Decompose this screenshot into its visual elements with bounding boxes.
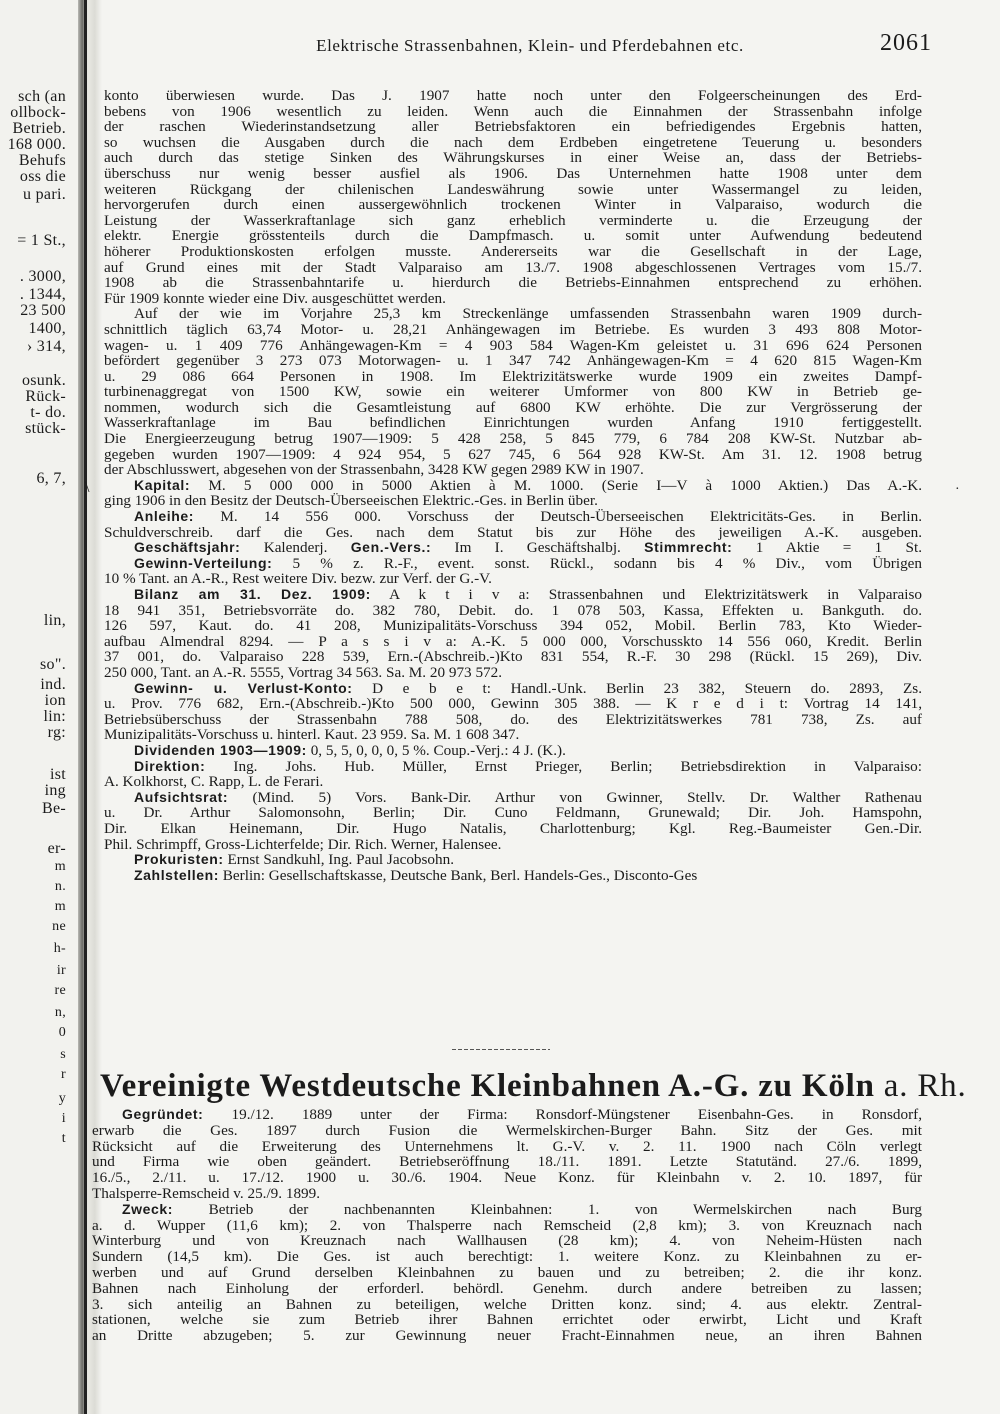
entry-text: aufbau Almendral 8294. — P a s s i v a: A.-K. 5 000 000, Vorschusskto 14 556 060, Kredit. Berlin bbox=[104, 633, 922, 650]
entry-label: Geschäftsjahr: bbox=[134, 540, 241, 556]
facing-page-line: er- bbox=[47, 840, 66, 857]
entry-text: Dir. Elkan Heinemann, Dir. Hugo Natalis, Charlottenburg; Kgl. Reg.-Baumeister Gen.-Dir. bbox=[104, 820, 922, 837]
entry-text: werben und auf Grund derselben Kleinbahnen zu bauen und zu betreiben; 2. die ihr konz. bbox=[92, 1264, 922, 1281]
facing-page-line: 1400, bbox=[28, 320, 66, 337]
text-line bbox=[104, 618, 922, 634]
entry-text: 250 000, Tant. an A.-R. 5555, Vortrag 34 563. Sa. M. 20 973 572. bbox=[104, 664, 503, 681]
text-line bbox=[104, 322, 922, 338]
entry-text: ging 1906 in den Besitz der Deutsch-Überseeischen Elektric.-Ges. in Berlin über. bbox=[104, 493, 598, 510]
text-line bbox=[104, 400, 922, 416]
margin-dot: · bbox=[955, 482, 960, 497]
entry-label: Direktion: bbox=[134, 758, 206, 774]
entry-text: 5 % z. R.-F., event. sonst. Rückl., sodann bis 4 % Div., vom Übrigen bbox=[272, 555, 922, 572]
facing-page-line: i bbox=[61, 1111, 66, 1126]
entry-text: Ernst Sandkuhl, Ing. Paul Jacobsohn. bbox=[223, 852, 454, 868]
entry-text: überschuss nur wenig besser ausfiel als 1906. Das Unternehmen hatte 1908 unter dem bbox=[104, 165, 922, 182]
entry-text: Auf der wie im Vorjahre 25,3 km Streckenlänge umfassenden Strassenbahn waren 1909 durch- bbox=[134, 306, 922, 322]
entry-text: der raschen Wiederinstandsetzung aller Betriebsfaktoren ein befriedigendes Ergebnis hatten, bbox=[104, 119, 922, 135]
entry-heading-line bbox=[104, 587, 922, 603]
entry-heading-line bbox=[104, 868, 922, 884]
facing-page-line: 0 bbox=[58, 1025, 66, 1040]
text-line bbox=[92, 1328, 922, 1344]
entry-text: Wasserkraftanlage im Bau befindlichen Einrichtungen wurden Anfang 1910 fertiggestellt. bbox=[104, 415, 922, 432]
entry-text: auf Grund eines mit der Stadt Valparaiso am 13./7. 1908 abgeschlossenen Vertrages vom 15./7. bbox=[104, 259, 922, 276]
entry-heading-line bbox=[104, 759, 922, 775]
running-head bbox=[100, 30, 932, 60]
company-name-suffix: a. Rh. bbox=[874, 1068, 967, 1104]
facing-page-line: ist bbox=[49, 766, 66, 783]
text-line bbox=[92, 1297, 922, 1313]
facing-page-line: = 1 St., bbox=[17, 232, 66, 249]
text-line bbox=[104, 150, 922, 166]
facing-page-line: re bbox=[54, 983, 66, 998]
entry-text: Winterburg und von Kreuznach nach Wallhausen (28 km); 4. von Neheim-Hüsten nach bbox=[92, 1233, 922, 1250]
text-line bbox=[104, 213, 922, 229]
text-line bbox=[104, 197, 922, 213]
text-line bbox=[104, 119, 922, 135]
entry-text: 1 Aktie = 1 St. bbox=[732, 540, 922, 556]
entry-text: Phil. Schrimpff, Gross-Lichterfelde; Dir. Rich. Werner, Halensee. bbox=[104, 836, 502, 853]
entry-heading-line bbox=[104, 852, 922, 868]
facing-page-line: ind. bbox=[40, 676, 66, 693]
entry-text: A. Kolkhorst, C. Rapp, L. de Ferari. bbox=[104, 774, 324, 790]
entry-text: der Abschlusswert, abgesehen von der Strassenbahn, 3428 KW gegen 2989 KW in 1907. bbox=[104, 462, 644, 478]
facing-page-line: r bbox=[61, 1067, 66, 1082]
entry-text: Ing. Johs. Hub. Müller, Ernst Prieger, Berlin; Betriebsdirektion in Valparaiso: bbox=[205, 758, 922, 775]
entry-heading-line bbox=[104, 743, 922, 759]
text-line bbox=[104, 275, 922, 291]
entry-label: Stimmrecht: bbox=[644, 540, 733, 556]
entry-label: Zahlstellen: bbox=[134, 867, 219, 883]
text-line bbox=[104, 104, 922, 120]
facing-page-line: . 3000, bbox=[19, 268, 66, 285]
entry-text: Munizipalitäts-Vorschuss u. hinterl. Kaut. 23 959. Sa. M. 1 608 347. bbox=[104, 727, 520, 743]
facing-page-line: › 314, bbox=[26, 338, 66, 355]
facing-page-line: ing bbox=[44, 782, 66, 799]
facing-page-line: ollbock- bbox=[10, 104, 66, 121]
text-line bbox=[92, 1170, 922, 1186]
facing-page-line: so". bbox=[40, 656, 66, 673]
text-line bbox=[104, 649, 922, 665]
entry-text: D e b e t: Handl.-Unk. Berlin 23 382, Steuern do. 2893, Zs. bbox=[352, 680, 922, 697]
entry-text: Berlin: Gesellschaftskasse, Deutsche Bank, Berl. Handels-Ges., Disconto-Ges bbox=[219, 867, 698, 884]
gutter-line bbox=[84, 0, 90, 1414]
entry-heading-line bbox=[104, 540, 922, 556]
entry-text: weiteren Rückgang der chilenischen Landeswährung sowie unter Wassermangel zu leiden, bbox=[104, 181, 922, 198]
facing-page-line: Betrieb. bbox=[12, 120, 66, 137]
text-line bbox=[104, 384, 922, 400]
section-divider bbox=[452, 1049, 550, 1050]
facing-page-fragment bbox=[0, 0, 78, 1414]
entry-label: Bilanz am 31. Dez. 1909: bbox=[134, 587, 371, 602]
text-line bbox=[104, 244, 922, 260]
text-line bbox=[104, 696, 922, 712]
entry-text: befördert gegenüber 3 273 073 Motorwagen- u. 1 347 742 Anhängewagen-Km = 4 620 815 Wagen-Km bbox=[104, 353, 922, 369]
text-line bbox=[104, 353, 922, 369]
entry-text: Für 1909 konnte wieder eine Div. ausgeschüttet werden. bbox=[104, 290, 446, 307]
entry-label: Kapital: bbox=[134, 477, 191, 493]
text-line bbox=[92, 1249, 922, 1265]
entry-text: Bahnen nach Einholung der erforderl. behördl. Genehm. durch andere betreiben zu lassen; bbox=[92, 1280, 922, 1297]
facing-page-line: oss die bbox=[19, 168, 66, 185]
facing-page-line: u pari. bbox=[23, 186, 66, 203]
margin-tick: \ bbox=[85, 479, 90, 496]
entry-text: höherer Produktionskosten erfolgen musste. Andererseits war die Gesellschaft in der Lage, bbox=[104, 243, 922, 260]
facing-page-line: stück- bbox=[25, 420, 66, 437]
facing-page-line: m bbox=[54, 899, 66, 914]
text-line bbox=[104, 166, 922, 182]
text-line bbox=[104, 712, 922, 728]
entry-text: a. d. Wupper (11,6 km); 2. von Thalsperre nach Remscheid (2,8 km); 3. von Kreuznach nach bbox=[92, 1217, 922, 1234]
entry-text: 126 597, Kaut. do. 41 208, Munizipalitäts-Vorschuss 394 052, Mobil. Berlin 783, Kto Wieder- bbox=[104, 618, 922, 634]
entry-text: 1908 ab die Strassenbahntarife u. hierdurch die Betriebs-Einnahmen entsprechend zu erhöhen. bbox=[104, 275, 922, 291]
text-line bbox=[104, 260, 922, 276]
entry-text: hervorgerufen durch einen aussergewöhnlich trockenen Winter in Valparaiso, wodurch die bbox=[104, 197, 922, 213]
entry-label: Gewinn- u. Verlust-Konto: bbox=[134, 680, 353, 696]
text-line bbox=[92, 1265, 922, 1281]
entry-text: schnittlich täglich 63,74 Motor- u. 28,21 Anhängewagen im Betriebe. Es wurden 3 493 808 Motor- bbox=[104, 321, 922, 338]
facing-page-line: y bbox=[58, 1091, 66, 1106]
facing-page-line: 6, 7, bbox=[36, 470, 66, 487]
facing-page-line: n, bbox=[54, 1005, 66, 1020]
text-line bbox=[104, 369, 922, 385]
text-line bbox=[92, 1218, 922, 1234]
entry-heading-line bbox=[104, 556, 922, 572]
entry-label: Gewinn-Verteilung: bbox=[134, 555, 273, 571]
entry-text: Die Energieerzeugung betrug 1907—1909: 5 428 258, 5 845 779, 6 784 208 KW-St. Nutzbar ab- bbox=[104, 431, 922, 447]
text-line bbox=[92, 1312, 922, 1328]
text-line bbox=[104, 306, 922, 322]
entry-text: A k t i v a: Strassenbahnen und Elektrizitätswerk in Valparaiso bbox=[370, 587, 922, 603]
entry-heading-line bbox=[92, 1107, 922, 1123]
entry-text: u. 29 086 664 Personen in 1908. Im Elektrizitätswerke wurde 1909 ein zweites Dampf- bbox=[104, 368, 922, 385]
text-line bbox=[104, 727, 922, 743]
entry-text: auch durch das stetige Sinken des Währungskurses in einer Weise an, dass der Betriebs- bbox=[104, 150, 922, 166]
entry-heading-line bbox=[92, 1202, 922, 1218]
entry-label: Gen.-Vers.: bbox=[350, 540, 432, 556]
entry-text: elektr. Energie grösstenteils durch die Dampfmasch. u. somit unter Aufwendung bedeutend bbox=[104, 228, 922, 244]
company-name: Vereinigte Westdeutsche Kleinbahnen A.-G. zu Köln bbox=[100, 1068, 875, 1104]
text-line bbox=[104, 447, 922, 463]
text-line bbox=[104, 291, 922, 307]
entry-text: (Mind. 5) Vors. Bank-Dir. Arthur von Gwinner, Stellv. Dr. Walther Rathenau bbox=[228, 789, 922, 806]
facing-page-line: . 1344, bbox=[19, 286, 66, 303]
entry-label: Gegründet: bbox=[122, 1107, 204, 1122]
text-line bbox=[104, 665, 922, 681]
entry-heading-line bbox=[104, 681, 922, 697]
text-line bbox=[104, 135, 922, 151]
text-line bbox=[92, 1154, 922, 1170]
entry-text: so wuchsen die Ausgaben durch die nach dem Erdbeben eingetretene Teuerung u. besonders bbox=[104, 134, 922, 151]
running-head-title: Elektrische Strassenbahnen, Klein- und Pferdebahnen etc. bbox=[316, 36, 744, 55]
entry-text: Sundern (14,5 km). Die Ges. ist auch berechtigt: 1. weitere Konz. zu Kleinbahnen zu er- bbox=[92, 1249, 922, 1265]
facing-page-line: lin, bbox=[43, 612, 66, 629]
text-line bbox=[92, 1233, 922, 1249]
entry-text: 3. sich anteilig an Bahnen zu beteiligen, welche Dritten konz. sind; 4. aus elektr. Zentral- bbox=[92, 1296, 922, 1313]
text-line bbox=[104, 431, 922, 447]
facing-page-line: t- do. bbox=[30, 404, 66, 421]
entry-text: 18 941 351, Betriebsvorräte do. 382 780, Debit. do. 1 078 503, Kassa, Effekten u. Bankguth. do. bbox=[104, 602, 922, 619]
entry-label: Prokuristen: bbox=[134, 852, 224, 868]
facing-page-line: ne bbox=[52, 919, 66, 934]
entry-text: konto überwiesen wurde. Das J. 1907 hatte noch unter den Folgeerscheinungen des Erd- bbox=[104, 88, 922, 104]
text-line bbox=[104, 571, 922, 587]
entry-text: M. 14 556 000. Vorschuss der Deutsch-Überseeischen Elektricitäts-Ges. in Berlin. bbox=[194, 509, 922, 525]
entry-text: Betriebsüberschuss der Strassenbahn 788 508, do. des Elektrizitätswerkes 781 738, Zs. auf bbox=[104, 711, 922, 728]
facing-page-line: n. bbox=[54, 879, 66, 894]
text-line bbox=[104, 462, 922, 478]
text-line bbox=[104, 603, 922, 619]
text-line bbox=[104, 415, 922, 431]
entry-text: 0, 5, 5, 0, 0, 0, 5 %. Coup.-Verj.: 4 J. (K.). bbox=[306, 742, 566, 759]
entry-text: stationen, welche sie zum Betrieb ihrer Bahnen errichtet oder erwirbt, Licht und Kraft bbox=[92, 1312, 922, 1329]
facing-page-line: osunk. bbox=[21, 372, 66, 389]
entry-text: Schuldverschreib. darf die Ges. nach dem Statut bis zur Höhe des jeweiligen A.-K. ausgeben. bbox=[104, 524, 922, 541]
section-westdeutsche-text bbox=[92, 1107, 922, 1344]
entry-label: Dividenden 1903—1909: bbox=[134, 742, 307, 758]
facing-page-line: h- bbox=[53, 941, 66, 956]
entry-text: Rücksicht auf die Erweiterung des Unternehmens lt. G.-V. v. 2. 11. 1900 nach Cöln verlegt bbox=[92, 1138, 922, 1155]
entry-text: an Dritte abzugeben; 5. zur Gewinnung neuer Fracht-Einnahmen neue, an ihren Bahnen bbox=[92, 1328, 922, 1344]
entry-text: und Firma wie oben geändert. Betriebseröffnung 18./11. 1891. Letzte Statutänd. 27./6. 1899, bbox=[92, 1154, 922, 1171]
text-line bbox=[104, 634, 922, 650]
entry-text: 16./5., 2./11. u. 17./12. 1900 u. 30./6. 1904. Neue Konz. für Kleinbahn v. 2. 10. 1897, für bbox=[92, 1170, 922, 1186]
entry-text: Kalenderj. bbox=[240, 540, 351, 556]
entry-text: u. Prov. 776 682, Ern.-(Abschreib.-)Kto 500 000, Gewinn 305 388. — K r e d i t: Vortrag 14 141, bbox=[104, 696, 922, 712]
entry-label: Anleihe: bbox=[134, 509, 195, 525]
entry-text: bebens von 1906 wesentlich zu leiden. Wenn auch die Einnahmen der Strassenbahn infolge bbox=[104, 103, 922, 120]
entry-label: Aufsichtsrat: bbox=[134, 789, 229, 805]
entry-text: erwarb die Ges. 1897 durch Fusion die Wermelskirchen-Burger Bahn. Sitz der Ges. mit bbox=[92, 1122, 922, 1139]
company-heading bbox=[100, 1068, 967, 1105]
entry-text: u. Dr. Arthur Salomonsohn, Berlin; Dir. Cuno Feldmann, Grunewald; Dir. Joh. Hamspohn, bbox=[104, 805, 922, 821]
text-line bbox=[104, 493, 922, 509]
text-line bbox=[104, 837, 922, 853]
entry-text: turbinenaggregat von 1500 KW, sowie ein weiterer Umformer von 800 KW in Betrieb ge- bbox=[104, 384, 922, 400]
page-number: 2061 bbox=[880, 30, 932, 56]
entry-text: Im I. Geschäftshalbj. bbox=[431, 540, 645, 556]
entry-text: 10 % Tant. an A.-R., Rest weitere Div. bezw. zur Verf. der G.-V. bbox=[104, 571, 492, 587]
facing-page-line: m bbox=[54, 859, 66, 874]
entry-text: gegeben wurden 1907—1909: 4 924 954, 5 627 745, 6 564 928 KW-St. Am 31. 12. 1908 betrug bbox=[104, 446, 922, 463]
facing-page-line: 23 500 bbox=[20, 302, 66, 319]
facing-page-line: rg: bbox=[47, 724, 66, 741]
entry-text: M. 5 000 000 in 5000 Aktien à M. 1000. (Serie I—V à 1000 Aktien.) Das A.-K. bbox=[190, 477, 922, 494]
facing-page-line: lin: bbox=[43, 708, 66, 725]
entry-text: nommen, wodurch sich die Gesamtleistung auf 6800 KW erhöhte. Die zur Vergrösserung der bbox=[104, 399, 922, 416]
text-line bbox=[104, 805, 922, 821]
text-line bbox=[104, 182, 922, 198]
entry-text: Thalsperre-Remscheid v. 25./9. 1899. bbox=[92, 1185, 321, 1202]
text-line bbox=[92, 1123, 922, 1139]
facing-page-line: t bbox=[61, 1131, 66, 1146]
text-line bbox=[104, 525, 922, 541]
facing-page-line: ir bbox=[56, 963, 66, 978]
text-line bbox=[104, 228, 922, 244]
facing-page-line: Behufs bbox=[18, 152, 66, 169]
entry-text: Betrieb der nachbenannten Kleinbahnen: 1. von Wermelskirchen nach Burg bbox=[173, 1201, 922, 1218]
facing-page-line: Rück- bbox=[25, 388, 66, 405]
entry-text: Leistung der Wasserkraftanlage sich ganz erheblich verminderte u. die Erzeugung der bbox=[104, 212, 922, 229]
entry-text: wagen- u. 1 409 776 Anhängewagen-Km = 4 903 584 Wagen-Km geleistet u. 31 696 624 Personen bbox=[104, 337, 922, 354]
facing-page-line: s bbox=[60, 1047, 66, 1062]
text-line bbox=[104, 774, 922, 790]
facing-page-line: Be- bbox=[41, 800, 66, 817]
text-line bbox=[104, 821, 922, 837]
entry-heading-line bbox=[104, 509, 922, 525]
text-line bbox=[104, 338, 922, 354]
facing-page-line: sch (an bbox=[18, 88, 66, 105]
entry-text: 19./12. 1889 unter der Firma: Ronsdorf-Müngstener Eisenbahn-Ges. in Ronsdorf, bbox=[203, 1107, 922, 1123]
entry-heading-line bbox=[104, 790, 922, 806]
section-valparaiso-text bbox=[104, 88, 922, 883]
entry-text: 37 001, do. Valparaiso 228 539, Ern.-(Abschreib.-)Kto 831 554, R.-F. 30 298 (Rückl. 15 269), Div. bbox=[104, 649, 922, 665]
entry-label: Zweck: bbox=[122, 1201, 174, 1217]
text-line bbox=[92, 1281, 922, 1297]
entry-heading-line bbox=[104, 478, 922, 494]
facing-page-line: ion bbox=[44, 692, 66, 709]
text-line bbox=[92, 1186, 922, 1202]
text-line bbox=[104, 88, 922, 104]
facing-page-line: 168 000. bbox=[7, 136, 66, 153]
text-line bbox=[92, 1139, 922, 1155]
